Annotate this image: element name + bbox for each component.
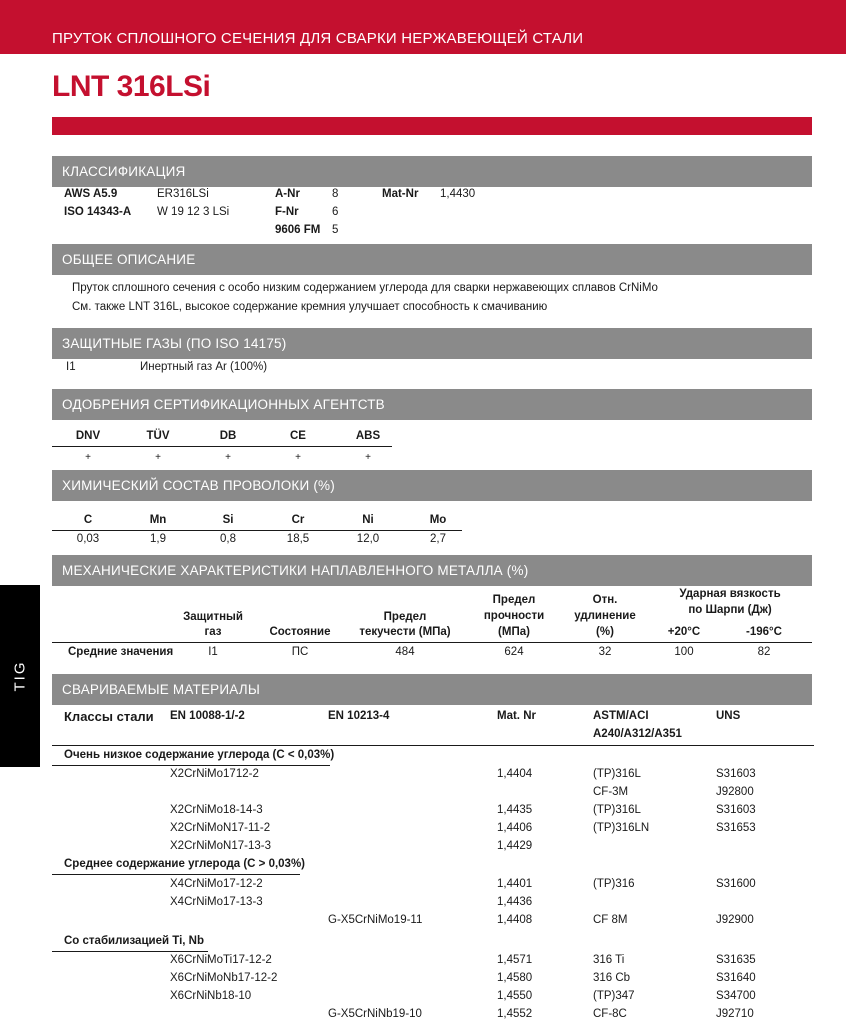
element-symbol: Cr [291,514,305,526]
section-mechanical: МЕХАНИЧЕСКИЕ ХАРАКТЕРИСТИКИ НАПЛАВЛЕННОГО МЕТАЛЛА (%) [52,555,812,586]
description-line: См. также LNT 316L, высокое содержание кремния улучшает способность к смачиванию [72,301,548,313]
side-tab-label: TIG [11,660,29,692]
element-symbol: Si [222,514,234,526]
side-tab [0,585,40,767]
col-header: по Шарпи (Дж) [688,604,772,616]
material-matnr: 1,4435 [497,804,533,816]
agency-name: TÜV [146,430,170,442]
material-uns: S31653 [716,822,756,834]
class-std: ISO 14343-A [64,206,132,218]
material-en10088: X6CrNiMoTi17-12-2 [170,954,272,966]
class-number: 8 [332,188,339,200]
element-symbol: Mo [429,514,447,526]
section-shielding-gas: ЗАЩИТНЫЕ ГАЗЫ (ПО ISO 14175) [52,328,812,359]
agency-name: ABS [355,430,381,442]
col-header: Классы стали [64,709,154,724]
class-number: 1,4430 [440,188,476,200]
col-header: текучести (МПа) [359,626,451,638]
class-number: 5 [332,224,339,236]
agency-mark: + [225,452,231,463]
element-value: 0,8 [220,533,236,545]
col-header: Предел [492,594,536,606]
material-en10088: X4CrNiMo17-12-2 [170,878,263,890]
top-banner [0,0,846,54]
element-value: 2,7 [430,533,446,545]
material-astm: CF-8C [593,1008,627,1020]
element-value: 1,9 [150,533,166,545]
material-astm: CF-3M [593,786,629,798]
section-materials: СВАРИВАЕМЫЕ МАТЕРИАЛЫ [52,674,812,705]
material-astm: (TP)316LN [593,822,650,834]
title-rule [52,117,812,135]
material-matnr: 1,4408 [497,914,533,926]
material-matnr: 1,4406 [497,822,533,834]
col-header: Ударная вязкость [679,588,781,600]
table-rule [52,446,392,447]
cell-tensile: 624 [504,646,524,658]
section-classification: КЛАССИФИКАЦИЯ [52,156,812,187]
material-uns: S31600 [716,878,756,890]
element-value: 12,0 [356,533,380,545]
material-uns: S31640 [716,972,756,984]
material-en10088: X2CrNiMoN17-11-2 [170,822,271,834]
section-approvals: ОДОБРЕНИЯ СЕРТИФИКАЦИОННЫХ АГЕНТСТВ [52,389,812,420]
material-en10088: X4CrNiMo17-13-3 [170,896,263,908]
element-value: 0,03 [76,533,100,545]
col-header: EN 10213-4 [328,710,390,722]
agency-mark: + [365,452,371,463]
product-title: LNT 316LSi [52,70,211,103]
group-title: Среднее содержание углерода (C > 0,03%) [64,858,306,870]
class-value: ER316LSi [157,188,209,200]
class-key: A-Nr [275,188,300,200]
col-header: UNS [716,710,741,722]
class-number: 6 [332,206,339,218]
material-uns: J92900 [716,914,754,926]
col-header: Предел [383,611,427,623]
col-header: Отн. [592,594,618,606]
material-uns: J92800 [716,786,754,798]
class-key: Mat-Nr [382,188,419,200]
banner-text: ПРУТОК СПЛОШНОГО СЕЧЕНИЯ ДЛЯ СВАРКИ НЕРЖАВЕЮЩЕЙ СТАЛИ [52,30,584,47]
table-rule [52,745,814,746]
col-header: (МПа) [498,626,530,638]
cell-yield: 484 [395,646,415,658]
section-chemical: ХИМИЧЕСКИЙ СОСТАВ ПРОВОЛОКИ (%) [52,470,812,501]
section-description: ОБЩЕЕ ОПИСАНИЕ [52,244,812,275]
row-label: Средние значения [68,646,174,658]
table-rule [52,530,462,531]
agency-name: DB [219,430,237,442]
material-en10213: G-X5CrNiMo19-11 [328,914,423,926]
class-key: 9606 FM [275,224,321,236]
material-matnr: 1,4580 [497,972,533,984]
material-en10088: X2CrNiMoN17-13-3 [170,840,271,852]
material-en10088: X6CrNiNb18-10 [170,990,252,1002]
material-uns: S31603 [716,768,756,780]
col-header: A240/A312/A351 [593,728,682,740]
col-header: Mat. Nr [497,710,536,722]
group-title: Очень низкое содержание углерода (C < 0,03%) [64,749,335,761]
col-header: +20°C [667,626,701,638]
material-en10088: X6CrNiMoNb17-12-2 [170,972,278,984]
agency-mark: + [295,452,301,463]
element-symbol: Ni [362,514,374,526]
material-matnr: 1,4429 [497,840,533,852]
class-value: W 19 12 3 LSi [157,206,230,218]
material-matnr: 1,4571 [497,954,533,966]
material-matnr: 1,4552 [497,1008,533,1020]
description-line: Пруток сплошного сечения с особо низким содержанием углерода для сварки нержавеющих сплавов CrNiMo [72,282,658,294]
col-header: (%) [596,626,614,638]
gas-code: I1 [66,361,76,373]
material-uns: S31635 [716,954,756,966]
material-astm: CF 8M [593,914,628,926]
material-uns: S31603 [716,804,756,816]
col-header: ASTM/ACI [593,710,649,722]
col-header: Защитный [183,611,243,623]
cell-condition: ПС [291,646,309,658]
material-astm: (TP)347 [593,990,635,1002]
material-astm: (TP)316L [593,768,641,780]
material-en10213: G-X5CrNiNb19-10 [328,1008,422,1020]
material-astm: 316 Cb [593,972,631,984]
agency-mark: + [155,452,161,463]
col-header: удлинение [574,610,636,622]
material-en10088: X2CrNiMo18-14-3 [170,804,263,816]
gas-description: Инертный газ Ar (100%) [140,361,268,373]
material-astm: 316 Ti [593,954,625,966]
col-header: -196°C [746,626,782,638]
col-header: EN 10088-1/-2 [170,710,245,722]
agency-name: DNV [75,430,101,442]
material-matnr: 1,4550 [497,990,533,1002]
material-uns: S34700 [716,990,756,1002]
element-symbol: C [83,514,93,526]
col-header: Состояние [269,626,331,638]
cell-impact-20: 100 [674,646,694,658]
cell-impact-196: 82 [757,646,771,658]
group-rule [52,951,208,952]
material-astm: (TP)316L [593,804,641,816]
group-rule [52,765,330,766]
class-std: AWS A5.9 [64,188,118,200]
material-uns: J92710 [716,1008,754,1020]
material-en10088: X2CrNiMo1712-2 [170,768,259,780]
group-title: Со стабилизацией Ti, Nb [64,935,204,947]
element-value: 18,5 [286,533,310,545]
material-matnr: 1,4401 [497,878,533,890]
col-header: прочности [483,610,545,622]
cell-elongation: 32 [598,646,612,658]
col-header: газ [204,626,222,638]
table-rule [52,642,812,643]
material-matnr: 1,4404 [497,768,533,780]
element-symbol: Mn [149,514,167,526]
agency-name: CE [290,430,306,442]
material-matnr: 1,4436 [497,896,533,908]
group-rule [52,874,300,875]
material-astm: (TP)316 [593,878,635,890]
agency-mark: + [85,452,91,463]
cell-gas: I1 [208,646,218,658]
class-key: F-Nr [275,206,299,218]
